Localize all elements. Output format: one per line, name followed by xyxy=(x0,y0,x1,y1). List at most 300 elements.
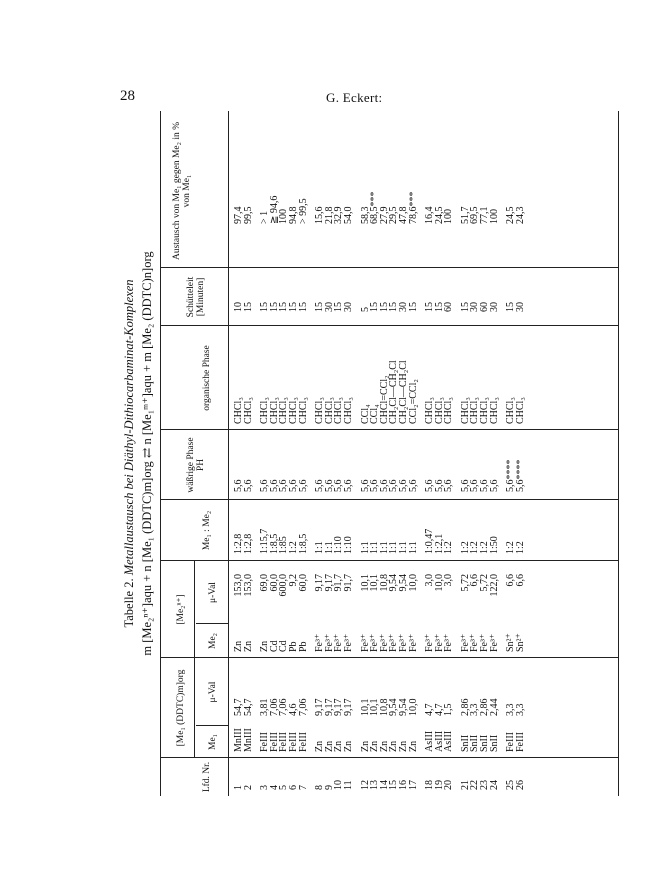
table-cell: 14 xyxy=(378,780,390,790)
table-cell: 15 xyxy=(297,302,309,312)
col-mu1 xyxy=(234,676,525,716)
table-cell: 3,0 xyxy=(443,574,455,587)
col-me2 xyxy=(234,624,525,652)
table-cell: ≧ 94,6 xyxy=(268,195,280,224)
table-cell: 60,0 xyxy=(297,574,309,592)
table-cell: 5,6 xyxy=(359,479,371,492)
table-cell: 2,86 xyxy=(479,698,491,716)
table-cell: 1:1 xyxy=(314,541,326,554)
table-cell: CHCl₃ xyxy=(268,397,280,424)
header-lfd: Lfd. Nr. xyxy=(202,761,212,793)
page-number: 28 xyxy=(120,88,135,104)
table-cell: 1:1 xyxy=(323,541,335,554)
table-cell: 10,1 xyxy=(359,574,371,592)
header-rule xyxy=(228,111,229,796)
table-cell: 54,7 xyxy=(233,698,244,716)
table-cell: CCl₄ xyxy=(369,404,381,424)
table-cell: 69,0 xyxy=(259,574,271,592)
table-cell: Zn xyxy=(397,740,409,752)
table-cell: Zn xyxy=(242,640,254,652)
table-cell: 15 xyxy=(369,302,381,312)
table-cell: 25 xyxy=(505,780,517,790)
table-cell: 2 xyxy=(242,785,254,790)
table-cell: 100 xyxy=(488,209,500,224)
table-cell: 10,1 xyxy=(359,698,371,716)
table-cell: 5,6 xyxy=(378,479,390,492)
table-cell: 24,3 xyxy=(514,206,526,224)
col-divider xyxy=(160,267,618,268)
table-cell: 5,6 xyxy=(407,479,419,492)
table-cell: 5,6 xyxy=(297,479,309,492)
table-cell: 18 xyxy=(424,780,436,790)
table-cell: CHCl₃ xyxy=(278,397,290,424)
table-cell: Fe³⁺ xyxy=(359,633,371,652)
table-cell: 5,6 xyxy=(369,479,381,492)
table-cell: 1:0,47 xyxy=(424,528,436,554)
table-cell: 19 xyxy=(433,780,445,790)
table-cell: CHCl₃ xyxy=(443,397,455,424)
table-cell: 6,6 xyxy=(514,574,526,587)
table-cell: 15 xyxy=(242,302,254,312)
table-cell: 78,6*** xyxy=(407,191,419,224)
table-cell: 54,0 xyxy=(342,206,354,224)
table-cell: 68,5*** xyxy=(369,191,381,224)
table-cell: 5,6 xyxy=(278,479,290,492)
table-cell: 16,4 xyxy=(424,206,436,224)
table-cell: 94,8 xyxy=(287,206,299,224)
table-cell: 3,3 xyxy=(505,703,517,716)
table-cell: 5,6 xyxy=(342,479,354,492)
table-cell: 1:2,8 xyxy=(233,533,244,554)
col-exch xyxy=(234,144,525,224)
table-cell: Zn xyxy=(314,740,326,752)
table-cell: 5,6 xyxy=(479,479,491,492)
running-head: G. Eckert: xyxy=(326,90,383,105)
table-cell: 26 xyxy=(514,780,526,790)
table-cell: CHCl₃ xyxy=(297,397,309,424)
table-cell: 15 xyxy=(407,302,419,312)
table-cell: CHCl₃ xyxy=(242,397,254,424)
table-cell: FeIII xyxy=(287,732,299,752)
table-cell: 5,6 xyxy=(233,479,244,492)
table-cell: 5,6 xyxy=(397,479,409,492)
table-cell: 15 xyxy=(287,302,299,312)
table-cell: 22 xyxy=(469,780,481,790)
table-cell: 7,06 xyxy=(278,698,290,716)
table-cell: 153,0 xyxy=(233,574,244,597)
table-cell: FeIII xyxy=(268,732,280,752)
table-cell: 97,4 xyxy=(233,206,244,224)
table-cell: 30 xyxy=(342,302,354,312)
table-cell: 1:50 xyxy=(488,536,500,554)
table-cell: 1:10 xyxy=(342,536,354,554)
table-cell: 1:2 xyxy=(514,541,526,554)
table-cell: 16 xyxy=(397,780,409,790)
table-cell: 5,72 xyxy=(479,574,491,592)
table-cell: 1:15,7 xyxy=(259,528,271,554)
table-cell: 20 xyxy=(443,780,455,790)
table-cell: 1:1 xyxy=(359,541,371,554)
table-cell: MnIII xyxy=(242,728,254,752)
header-exch: Austausch von Me₁ gegen Me₂ in % von Me₁ xyxy=(172,122,192,261)
table-cell: Fe³⁺ xyxy=(459,633,471,652)
table-cell: 1:10 xyxy=(333,536,345,554)
top-rule xyxy=(160,111,161,796)
col-ratio xyxy=(234,506,525,554)
table-cell: FeIII xyxy=(278,732,290,752)
table-cell: 1:2 xyxy=(479,541,491,554)
table-cell: 7,06 xyxy=(297,698,309,716)
table-cell: SnII xyxy=(479,734,491,752)
table-cell: CHCl₃ xyxy=(424,397,436,424)
table-cell: 1:1 xyxy=(388,541,400,554)
table-cell: 9,17 xyxy=(333,698,345,716)
table-cell: 9,17 xyxy=(323,574,335,592)
table-cell: 1:85 xyxy=(278,536,290,554)
table-cell: 54,7 xyxy=(242,698,254,716)
table-cell: Pb xyxy=(297,641,309,652)
table-cell: 5,72 xyxy=(459,574,471,592)
table-cell: 10 xyxy=(333,780,345,790)
table-cell: 600,0 xyxy=(278,574,290,597)
table-cell: 9,54 xyxy=(397,574,409,592)
table-cell: CHCl₃ xyxy=(505,397,517,424)
table-cell: 30 xyxy=(323,302,335,312)
header-mu2: μ-Val xyxy=(208,582,218,603)
table-cell: 1:1 xyxy=(407,541,419,554)
table-cell: 5,6 xyxy=(488,479,500,492)
table-cell: CHCl₃ xyxy=(479,397,491,424)
col-ph xyxy=(234,432,525,492)
table-cell: FeIII xyxy=(514,732,526,752)
table-cell: 5,6 xyxy=(287,479,299,492)
table-cell: SnII xyxy=(459,734,471,752)
table-cell: 17 xyxy=(407,780,419,790)
table-cell: 4 xyxy=(268,785,280,790)
table-cell: 15 xyxy=(378,302,390,312)
col-org xyxy=(234,328,525,424)
table-cell: 10,0 xyxy=(407,698,419,716)
table-cell: 1:8,5 xyxy=(297,533,309,554)
table-cell: 1:2 xyxy=(459,541,471,554)
table-cell: 15,6 xyxy=(314,206,326,224)
table-cell: 5,6**** xyxy=(514,459,526,492)
group-rule-me2 xyxy=(194,561,195,658)
table-cell: 15 xyxy=(278,302,290,312)
table-cell: Sn²⁺ xyxy=(505,633,517,652)
table-cell: 12 xyxy=(359,780,371,790)
col-mu2 xyxy=(234,574,525,616)
header-me2: Me₂ xyxy=(208,633,218,649)
table-cell: 32,9 xyxy=(333,206,345,224)
table-cell: 1:2,8 xyxy=(242,533,254,554)
table-cell: CHCl₃ xyxy=(514,397,526,424)
table-cell: Zn xyxy=(323,740,335,752)
header-time: Schütteleit [Minuten] xyxy=(186,276,206,318)
table-cell: CHCl₃ xyxy=(287,397,299,424)
table-cell: Fe³⁺ xyxy=(469,633,481,652)
table-cell: 1:1 xyxy=(397,541,409,554)
table-cell: 15 xyxy=(433,302,445,312)
table-cell: 5,6 xyxy=(424,479,436,492)
table-cell: 1:1 xyxy=(369,541,381,554)
table-cell: 1:2 xyxy=(469,541,481,554)
table-cell: Fe³⁺ xyxy=(378,633,390,652)
table-cell: AsIII xyxy=(433,730,445,752)
table-cell: 5,6 xyxy=(242,479,254,492)
table-cell: CHCl₃ xyxy=(433,397,445,424)
table-cell: 15 xyxy=(424,302,436,312)
table-cell: 3,3 xyxy=(514,703,526,716)
table-cell: 1:2 xyxy=(443,541,455,554)
table-cell: 23 xyxy=(479,780,491,790)
table-cell: CHCl₃ xyxy=(233,397,244,424)
header-ph: wäßrige Phase PH xyxy=(186,437,206,493)
table-cell: 7,06 xyxy=(268,698,280,716)
table-cell: 5 xyxy=(278,785,290,790)
table-cell: 1 xyxy=(233,785,244,790)
table-cell: 30 xyxy=(488,302,500,312)
table-cell: MnIII xyxy=(233,728,244,752)
table-cell: 9,17 xyxy=(342,698,354,716)
table-cell: 10,1 xyxy=(369,698,381,716)
bottom-rule xyxy=(618,111,619,796)
table-cell: 3,0 xyxy=(424,574,436,587)
header-org: organische Phase xyxy=(202,345,212,411)
table-cell: 10,1 xyxy=(369,574,381,592)
table-cell: 15 xyxy=(314,302,326,312)
table-cell: > 1 xyxy=(259,210,271,224)
table-cell: Zn xyxy=(378,740,390,752)
table-cell: CHCl₃ xyxy=(342,397,354,424)
table-equation: m [Me₂ⁿ⁺]aqu + n [Me₁ (DDTC)m]org ⇄ n [Me₁ᵐ⁺]aqu + m [Me₂ (DDTC)n]org xyxy=(140,251,154,656)
table-cell: 60 xyxy=(479,302,491,312)
col-divider xyxy=(160,429,618,430)
caption-label: Tabelle 2. xyxy=(122,578,136,628)
table-cell: 5,6 xyxy=(459,479,471,492)
table-cell: CHCl₃ xyxy=(469,397,481,424)
table-cell: 10,0 xyxy=(433,574,445,592)
table-cell: > 99,5 xyxy=(297,198,309,224)
table-cell: 10 xyxy=(233,302,244,312)
table-cell: 10,8 xyxy=(378,574,390,592)
table-cell: 6,6 xyxy=(469,574,481,587)
table-cell: 153,0 xyxy=(242,574,254,597)
table-cell: Fe³⁺ xyxy=(433,633,445,652)
table-cell: AsIII xyxy=(443,730,455,752)
table-cell: 15 xyxy=(259,302,271,312)
table-cell: CH₂Cl—CH₂Cl xyxy=(388,360,400,424)
header-mu1: μ-Val xyxy=(208,681,218,703)
col-lfd xyxy=(234,764,525,790)
table-cell: FeIII xyxy=(259,732,271,752)
table-cell: CHCl=CCl₂ xyxy=(378,375,390,424)
table-cell: CHCl₃ xyxy=(488,397,500,424)
table-cell: 24 xyxy=(488,780,500,790)
table-cell: 15 xyxy=(505,302,517,312)
table-cell: Zn xyxy=(342,740,354,752)
table-cell: CHCl₃ xyxy=(259,397,271,424)
table-cell: Zn xyxy=(259,640,271,652)
table-cell: 3,81 xyxy=(259,698,271,716)
table-cell: 1:2 xyxy=(505,541,517,554)
table-cell: 9,17 xyxy=(314,574,326,592)
table-caption xyxy=(122,111,137,796)
table-cell: Fe³⁺ xyxy=(388,633,400,652)
table-cell: Zn xyxy=(333,740,345,752)
table-cell: 4,6 xyxy=(287,703,299,716)
group-rule-me1 xyxy=(194,658,195,758)
header-ratio: Me₁ : Me₂ xyxy=(202,510,212,551)
table-cell: 3,3 xyxy=(469,703,481,716)
table-cell: 15 xyxy=(333,302,345,312)
table-cell: 69,5 xyxy=(469,206,481,224)
table-cell: 1:2,1 xyxy=(433,533,445,554)
table-cell: Fe³⁺ xyxy=(443,633,455,652)
table-cell: 5,6 xyxy=(443,479,455,492)
table-cell: 9,17 xyxy=(323,698,335,716)
caption-title: Metallaustausch bei Diäthyl-Dithiocarbaminat-Komplexen xyxy=(122,279,136,576)
table-cell: 4,7 xyxy=(433,703,445,716)
table-cell: CHCl₃ xyxy=(314,397,326,424)
header-group-me1: [Me₁ (DDTC)m]org xyxy=(176,669,186,747)
table-cell: 5,6 xyxy=(433,479,445,492)
table-cell: 30 xyxy=(514,302,526,312)
table-cell: 51,7 xyxy=(459,206,471,224)
table-cell: 13 xyxy=(369,780,381,790)
table-cell: 29,5 xyxy=(388,206,400,224)
table-cell: 9,54 xyxy=(388,698,400,716)
table-cell: 91,7 xyxy=(342,574,354,592)
table-cell: Sn²⁺ xyxy=(514,633,526,652)
table-cell: 122,0 xyxy=(488,574,500,597)
table-cell: Fe³⁺ xyxy=(323,633,335,652)
table-cell: FeIII xyxy=(297,732,309,752)
table-cell: Fe³⁺ xyxy=(333,633,345,652)
col-divider xyxy=(160,757,618,758)
table-cell: 5,6 xyxy=(268,479,280,492)
table-cell: 5,6 xyxy=(469,479,481,492)
table-cell: Zn xyxy=(233,640,244,652)
table-cell: 4,7 xyxy=(424,703,436,716)
header-me1: Me₁ xyxy=(208,734,218,750)
table-cell: 27,9 xyxy=(378,206,390,224)
table-cell: Cd xyxy=(268,640,280,652)
table-cell: Fe³⁺ xyxy=(424,633,436,652)
table-cell: Fe³⁺ xyxy=(342,633,354,652)
table-cell: 21,8 xyxy=(323,206,335,224)
table-cell: 9,17 xyxy=(314,698,326,716)
rotated-table xyxy=(120,111,620,796)
table-cell: SnII xyxy=(488,734,500,752)
col-divider xyxy=(160,657,618,658)
table-cell: SnII xyxy=(469,734,481,752)
table-cell: Pb xyxy=(287,641,299,652)
table-cell: 15 xyxy=(388,780,400,790)
table-cell: 9 xyxy=(323,785,335,790)
table-cell: Fe³⁺ xyxy=(407,633,419,652)
table-cell: CHCl₃ xyxy=(323,397,335,424)
table-cell: 24,5 xyxy=(505,206,517,224)
table-cell: 6 xyxy=(287,785,299,790)
table-cell: 10,0 xyxy=(407,574,419,592)
table-cell: 8 xyxy=(314,785,326,790)
table-cell: 60 xyxy=(443,302,455,312)
table-cell: 60,0 xyxy=(268,574,280,592)
table-cell: 9,54 xyxy=(388,574,400,592)
table-cell: 9,2 xyxy=(287,574,299,587)
table-cell: 24,5 xyxy=(433,206,445,224)
table-cell: 3 xyxy=(259,785,271,790)
table-cell: Cd xyxy=(278,640,290,652)
table-cell: CCl₂=CCl₂ xyxy=(407,379,419,424)
table-cell: 5,6 xyxy=(388,479,400,492)
table-cell: 1:1 xyxy=(378,541,390,554)
table-cell: Fe³⁺ xyxy=(369,633,381,652)
table-cell: Fe³⁺ xyxy=(314,633,326,652)
table-cell: 58,3 xyxy=(359,206,371,224)
table-cell: 47,8 xyxy=(397,206,409,224)
table-cell: CCl₄ xyxy=(359,404,371,424)
table-cell: CHCl₃ xyxy=(333,397,345,424)
table-cell: 100 xyxy=(443,209,455,224)
table-cell: 100 xyxy=(278,209,290,224)
col-divider xyxy=(160,325,618,326)
table-cell: 21 xyxy=(459,780,471,790)
table-cell: Fe³⁺ xyxy=(488,633,500,652)
table-cell: 15 xyxy=(388,302,400,312)
table-cell: 1,5 xyxy=(443,703,455,716)
table-cell: Zn xyxy=(359,740,371,752)
table-cell: 1:8,5 xyxy=(268,533,280,554)
table-cell: AsIII xyxy=(424,730,436,752)
table-cell: CHCl₃ xyxy=(459,397,471,424)
table-cell: 91,7 xyxy=(333,574,345,592)
table-cell: Zn xyxy=(388,740,400,752)
table-cell: 30 xyxy=(397,302,409,312)
col-time xyxy=(234,272,525,312)
table-cell: Zn xyxy=(407,740,419,752)
table-cell: Fe³⁺ xyxy=(397,633,409,652)
table-cell: 5,6 xyxy=(333,479,345,492)
table-cell: 5,6 xyxy=(259,479,271,492)
table-cell: CH₂Cl—CH₂Cl xyxy=(397,360,409,424)
col-me1 xyxy=(234,726,525,752)
table-cell: 9,54 xyxy=(397,698,409,716)
table-cell: 30 xyxy=(469,302,481,312)
table-cell: 1:2 xyxy=(287,541,299,554)
col-divider xyxy=(160,499,618,500)
table-cell: 10,8 xyxy=(378,698,390,716)
table-cell: 77,1 xyxy=(479,206,491,224)
table-cell: 2,86 xyxy=(459,698,471,716)
table-cell: 5,6 xyxy=(323,479,335,492)
table-cell: 5,6**** xyxy=(505,459,517,492)
header-group-me2: [Me₂ⁿ⁺] xyxy=(176,594,186,625)
table-cell: 5,6 xyxy=(314,479,326,492)
table-cell: 99,5 xyxy=(242,206,254,224)
table-cell: Fe³⁺ xyxy=(479,633,491,652)
table-cell: 5 xyxy=(359,307,371,312)
table-cell: 15 xyxy=(268,302,280,312)
table-cell: 15 xyxy=(459,302,471,312)
table-cell: 2,44 xyxy=(488,698,500,716)
table-cell: 7 xyxy=(297,785,309,790)
col-divider xyxy=(160,560,618,561)
table-cell: Zn xyxy=(369,740,381,752)
table-cell: 11 xyxy=(342,780,354,790)
table-cell: FeIII xyxy=(505,732,517,752)
